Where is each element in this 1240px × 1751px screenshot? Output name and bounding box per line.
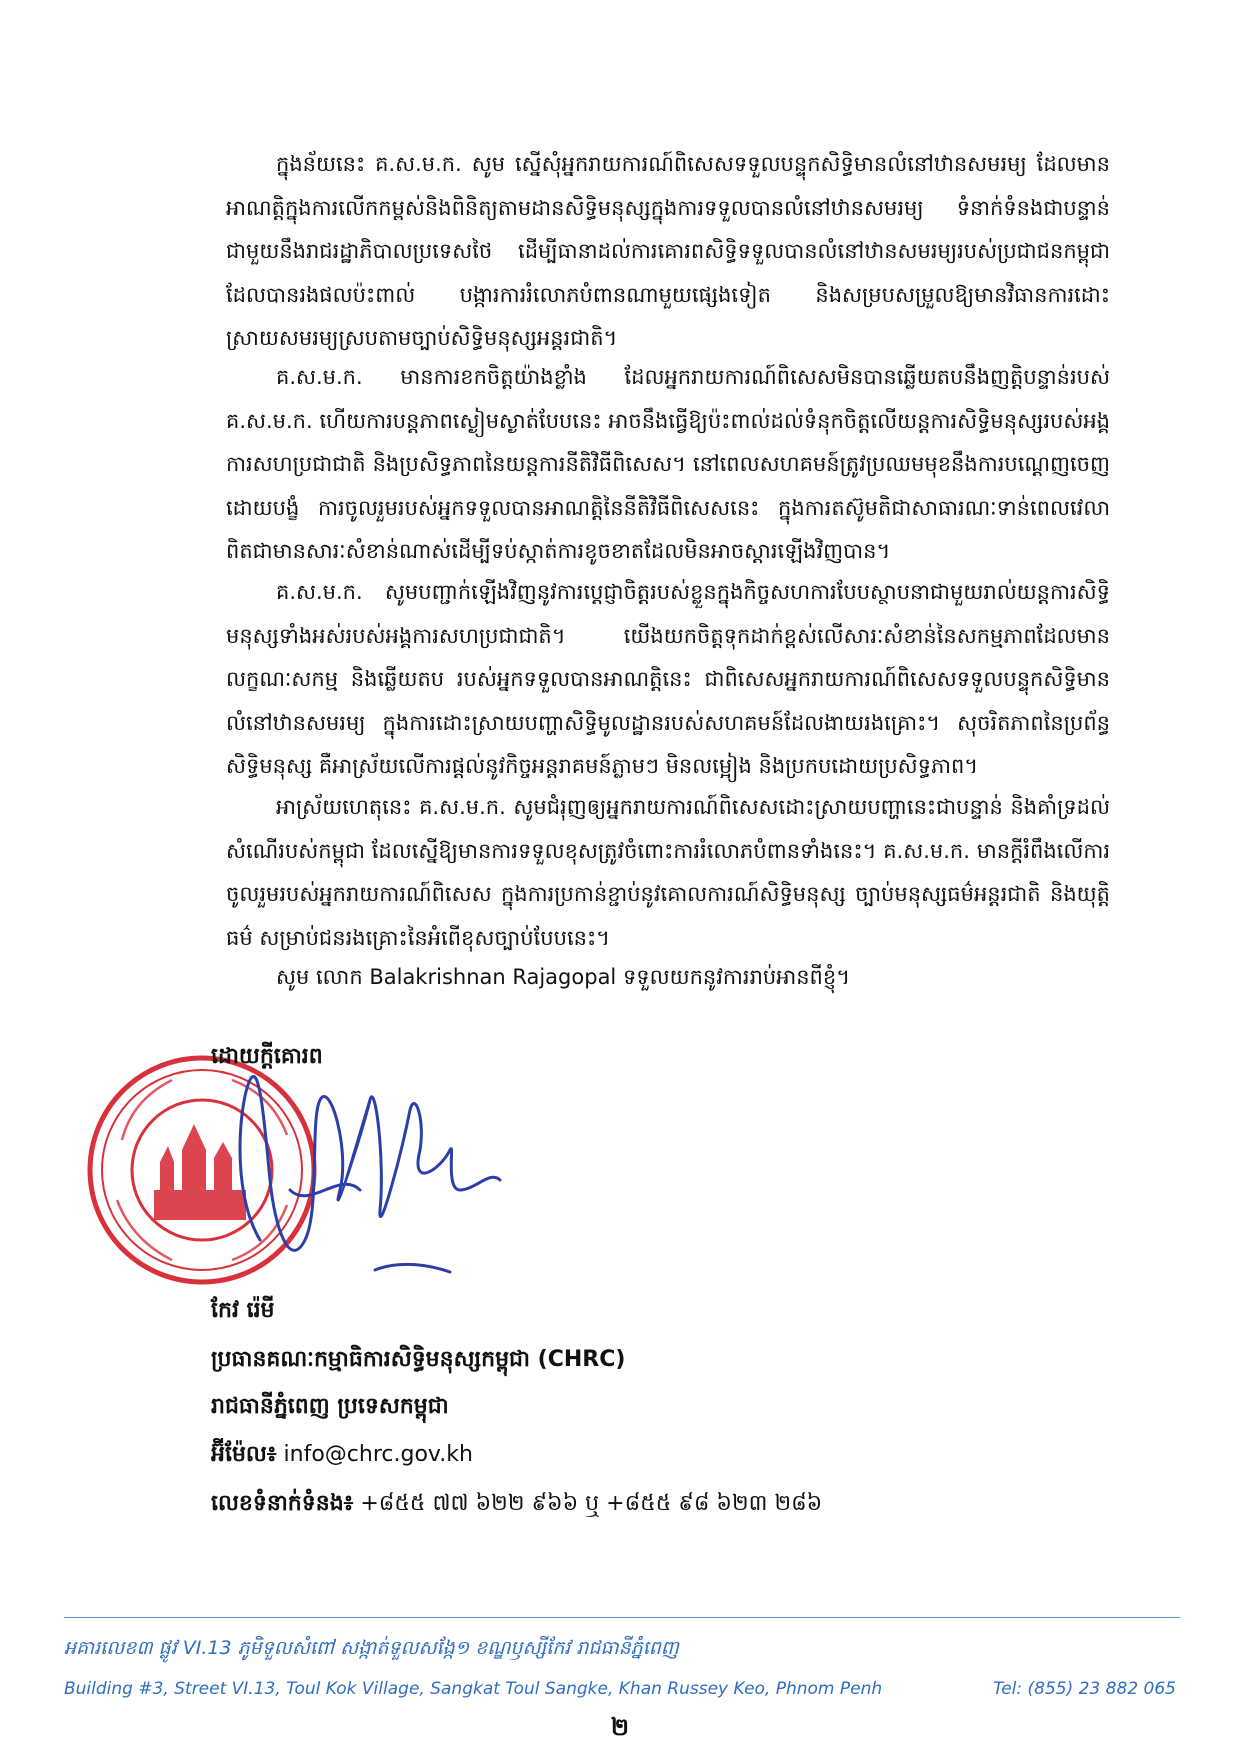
signer-email-row xyxy=(211,1440,473,1472)
paragraph-1-text: ក្នុងន័យនេះ គ.ស.ម.ក. សូម ស្នើសុំអ្នករាយការណ៍ពិសេសទទួលបន្ទុកសិទ្ធិមានលំនៅឋានសមរម្យ ដែលមានអាណត្តិក្នុងការលើកកម្ពស់និងពិនិត្យតាមដានសិទ្ធិមនុស្សក្នុងការទទួលបានលំនៅឋានសមរម្យ ទំនាក់ទំនងជាបន្ទាន់ជាមួយនឹងរាជរដ្ឋាភិបាលប្រទេសថៃ ដើម្បីធានាដល់ការគោរពសិទ្ធិទទួលបានលំនៅឋានសមរម្យរបស់ប្រជាជនកម្ពុជាដែលបានរងផលប៉ះពាល់ បង្ការការរំលោភបំពានណាមួយផ្សេងទៀត និងសម្របសម្រួលឱ្យមានវិធានការដោះស្រាយសមរម្យស្របតាមច្បាប់សិទ្ធិមនុស្សអន្តរជាតិ។ xyxy=(226,152,1110,350)
paragraph-5-text: សូម លោក Balakrishnan Rajagopal ទទួលយកនូវការរាប់អានពីខ្ញុំ។ xyxy=(276,965,851,989)
footer-telephone: Tel: (855) 23 882 065 xyxy=(992,1679,1176,1699)
paragraph-4 xyxy=(226,786,1110,960)
page-number: ២ xyxy=(610,1713,630,1741)
signer-phone-row xyxy=(211,1489,822,1521)
email-link[interactable]: info@chrc.gov.kh xyxy=(283,1442,473,1467)
paragraph-1 xyxy=(226,143,1110,361)
signer-city: រាជធានីភ្នំពេញ ប្រទេសកម្ពុជា xyxy=(211,1394,449,1419)
footer-address-english: Building #3, Street VI.13, Toul Kok Village, Sangkat Toul Sangke, Khan Russey Keo, Phnom Penh xyxy=(64,1679,883,1699)
signature-icon xyxy=(200,1040,530,1300)
footer-divider xyxy=(64,1617,1180,1618)
email-label: អ៊ីម៉ែល៖ xyxy=(211,1442,277,1467)
paragraph-2 xyxy=(226,356,1110,574)
paragraph-2-text: គ.ស.ម.ក. មានការខកចិត្តយ៉ាងខ្លាំង ដែលអ្នករាយការណ៍ពិសេសមិនបានឆ្លើយតបនឹងញត្តិបន្ទាន់របស់ គ.ស.ម.ក. ហើយការបន្តភាពស្ងៀមស្ងាត់បែបនេះ អាចនឹងធ្វើឱ្យប៉ះពាល់ដល់ទំនុកចិត្តលើយន្តការសិទ្ធិមនុស្សរបស់អង្គការសហប្រជាជាតិ និងប្រសិទ្ធភាពនៃយន្តការនីតិវិធីពិសេស។ នៅពេលសហគមន៍ត្រូវប្រឈមមុខនឹងការបណ្តេញចេញដោយបង្ខំ ការចូលរួមរបស់អ្នកទទួលបានអាណត្តិនៃនីតិវិធីពិសេសនេះ ក្នុងការតស៊ូមតិជាសាធារណៈទាន់ពេលវេលា ពិតជាមានសារៈសំខាន់ណាស់ដើម្បីទប់ស្កាត់ការខូចខាតដែលមិនអាចស្តារឡើងវិញបាន។ xyxy=(226,365,1110,563)
phone-number: +៨៥៥ ៧៧ ៦២២ ៩៦៦ ឬ +៨៥៥ ៩៨ ៦២៣ ២៨៦ xyxy=(360,1491,823,1516)
phone-label: លេខទំនាក់ទំនង៖ xyxy=(211,1491,354,1516)
signer-title: ប្រធានគណៈកម្មាធិការសិទ្ធិមនុស្សកម្ពុជា (CHRC) xyxy=(211,1347,626,1372)
paragraph-4-text: អាស្រ័យហេតុនេះ គ.ស.ម.ក. សូមជំរុញឲ្យអ្នករាយការណ៍ពិសេសដោះស្រាយបញ្ហានេះជាបន្ទាន់ និងគាំទ្រដល់សំណើរបស់កម្ពុជា ដែលស្នើឱ្យមានការទទួលខុសត្រូវចំពោះការរំលោភបំពានទាំងនេះ។ គ.ស.ម.ក. មានក្តីរំពឹងលើការចូលរួមរបស់អ្នករាយការណ៍ពិសេស ក្នុងការប្រកាន់ខ្ជាប់នូវគោលការណ៍សិទ្ធិមនុស្ស ច្បាប់មនុស្សធម៌អន្តរជាតិ និងយុត្តិធម៌ សម្រាប់ជនរងគ្រោះនៃអំពើខុសច្បាប់បែបនេះ។ xyxy=(226,795,1110,950)
footer-address-khmer: អគារលេខ៣ ផ្លូវ VI.13 ភូមិទួលសំពៅ សង្កាត់ទួលសង្កែ១ ខណ្ឌឫស្សីកែវ រាជធានីភ្នំពេញ xyxy=(64,1637,679,1659)
paragraph-3-text: គ.ស.ម.ក. សូមបញ្ជាក់ឡើងវិញនូវការប្តេជ្ញាចិត្តរបស់ខ្លួនក្នុងកិច្ចសហការបែបស្ថាបនាជាមួយរាល់យន្តការសិទ្ធិមនុស្សទាំងអស់របស់អង្គការសហប្រជាជាតិ។ យើងយកចិត្តទុកដាក់ខ្ពស់លើសារៈសំខាន់នៃសកម្មភាពដែលមានលក្ខណៈសកម្ម និងឆ្លើយតប របស់អ្នកទទួលបានអាណត្តិនេះ ជាពិសេសអ្នករាយការណ៍ពិសេសទទួលបន្ទុកសិទ្ធិមានលំនៅឋានសមរម្យ ក្នុងការដោះស្រាយបញ្ហាសិទ្ធិមូលដ្ឋានរបស់សហគមន៍ដែលងាយរងគ្រោះ។ សុចរិតភាពនៃប្រព័ន្ធសិទ្ធិមនុស្ស គឺអាស្រ័យលើការផ្តល់នូវកិច្ចអន្តរាគមន៍ភ្លាមៗ មិនលម្អៀង និងប្រកបដោយប្រសិទ្ធភាព។ xyxy=(226,580,1110,778)
paragraph-3 xyxy=(226,571,1110,789)
signer-name: កែវ រ៉េមី xyxy=(211,1298,275,1323)
paragraph-5 xyxy=(226,956,1110,1000)
closing-salutation: ដោយក្តីគោរព xyxy=(211,1044,323,1069)
